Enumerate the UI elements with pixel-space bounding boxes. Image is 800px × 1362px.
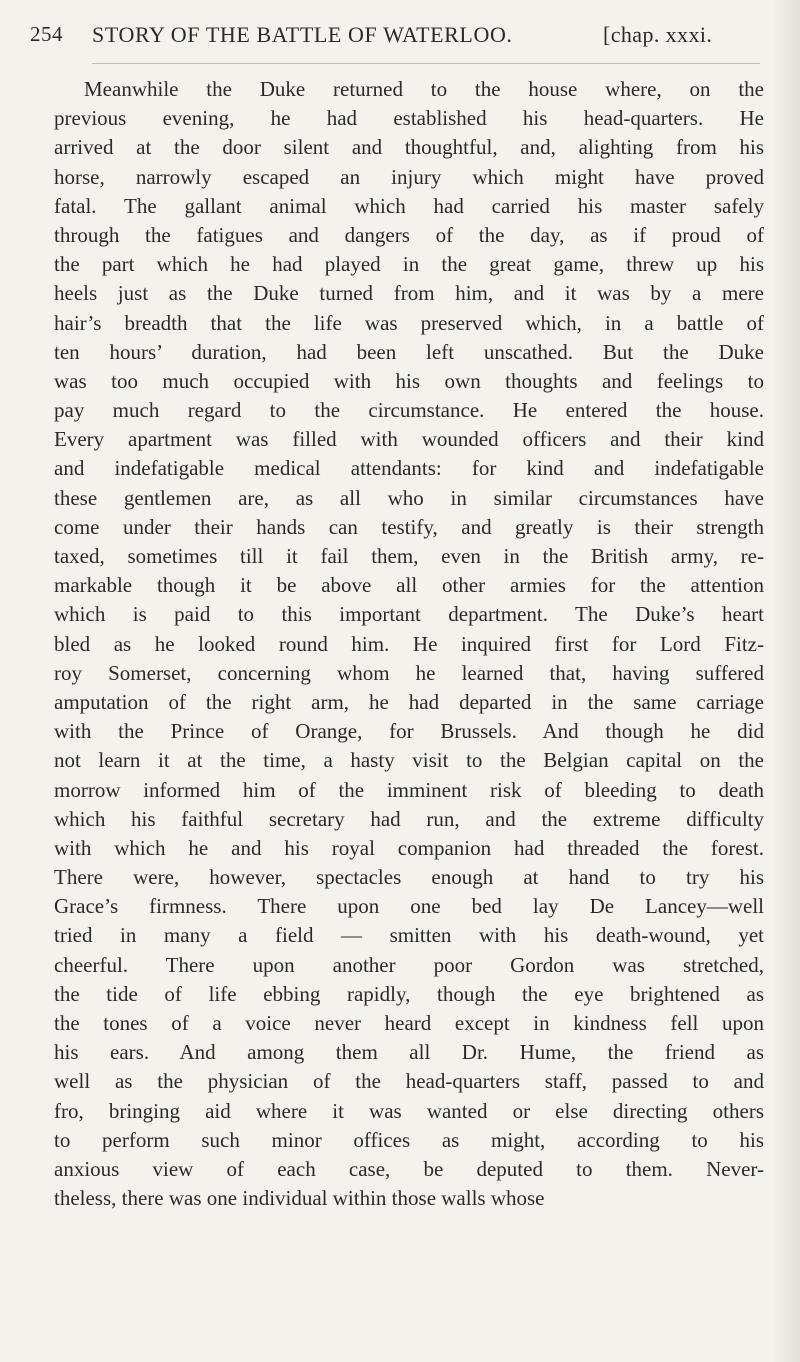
text-line: the part which he had played in the great game, threw up his: [54, 252, 764, 277]
text-line: anxious view of each case, be deputed to them. Never-: [54, 1156, 764, 1181]
text-line: his ears. And among them all Dr. Hume, the friend as: [54, 1040, 764, 1065]
text-line: with the Prince of Orange, for Brussels. And though he did: [54, 719, 764, 744]
body-text: [54, 75, 764, 1213]
text-line: Every apartment was filled with wounded officers and their kind: [54, 427, 764, 452]
text-line: markable though it be above all other armies for the attention: [54, 573, 764, 598]
text-line: Meanwhile the Duke returned to the house where, on the: [84, 77, 764, 101]
text-line: and indefatigable medical attendants: for kind and indefatigable: [54, 456, 764, 481]
text-line: the tones of a voice never heard except in kindness fell upon: [54, 1011, 764, 1035]
text-line: fatal. The gallant animal which had carried his master safely: [54, 193, 764, 218]
text-line: roy Somerset, concerning whom he learned that, having suffered: [54, 660, 764, 685]
text-line: with which he and his royal companion had threaded the forest.: [54, 835, 764, 860]
text-line: which is paid to this important department. The Duke’s heart: [54, 602, 764, 627]
text-line: previous evening, he had established his head-quarters. He: [54, 106, 764, 131]
text-line: There were, however, spectacles enough at hand to try his: [54, 865, 764, 890]
text-line: Grace’s firmness. There upon one bed lay De Lancey—well: [54, 894, 764, 919]
text-line: horse, narrowly escaped an injury which might have proved: [54, 164, 764, 189]
text-line: morrow informed him of the imminent risk of bleeding to death: [54, 777, 764, 802]
text-line: which his faithful secretary had run, and the extreme difficulty: [54, 806, 764, 831]
text-line: the tide of life ebbing rapidly, though the eye brightened as: [54, 981, 764, 1006]
text-line: bled as he looked round him. He inquired first for Lord Fitz-: [54, 631, 764, 656]
text-line: was too much occupied with his own thoughts and feelings to: [54, 368, 764, 393]
page-header: [0, 22, 800, 62]
text-line: arrived at the door silent and thoughtful, and, alighting from his: [54, 135, 764, 160]
page-number: 254: [30, 22, 63, 46]
text-line: hair’s breadth that the life was preserved which, in a battle of: [54, 310, 764, 335]
chapter-marker: [chap. xxxi.: [603, 22, 713, 47]
text-line: amputation of the right arm, he had departed in the same carriage: [54, 689, 764, 714]
text-line: taxed, sometimes till it fail them, even in the British army, re-: [54, 544, 764, 568]
text-line: through the fatigues and dangers of the day, as if proud of: [54, 222, 764, 247]
page-edge-shadow: [772, 0, 800, 1362]
text-line: tried in many a field — smitten with his death-wound, yet: [54, 923, 764, 948]
text-line: come under their hands can testify, and greatly is their strength: [54, 514, 764, 539]
running-title: STORY OF THE BATTLE OF WATERLOO.: [92, 22, 513, 47]
text-line: ten hours’ duration, had been left unscathed. But the Duke: [54, 339, 764, 364]
text-line: these gentlemen are, as all who in similar circumstances have: [54, 485, 764, 510]
text-line: heels just as the Duke turned from him, and it was by a mere: [54, 281, 764, 306]
text-line: cheerful. There upon another poor Gordon was stretched,: [54, 952, 764, 977]
text-line: fro, bringing aid where it was wanted or else directing others: [54, 1098, 764, 1123]
text-line: pay much regard to the circumstance. He entered the house.: [54, 398, 764, 423]
header-rule: [92, 63, 760, 64]
text-line: to perform such minor offices as might, according to his: [54, 1127, 764, 1152]
text-line: well as the physician of the head-quarters staff, passed to and: [54, 1069, 764, 1094]
text-line: theless, there was one individual within those walls whose: [54, 1186, 545, 1211]
text-line: not learn it at the time, a hasty visit to the Belgian capital on the: [54, 748, 764, 773]
